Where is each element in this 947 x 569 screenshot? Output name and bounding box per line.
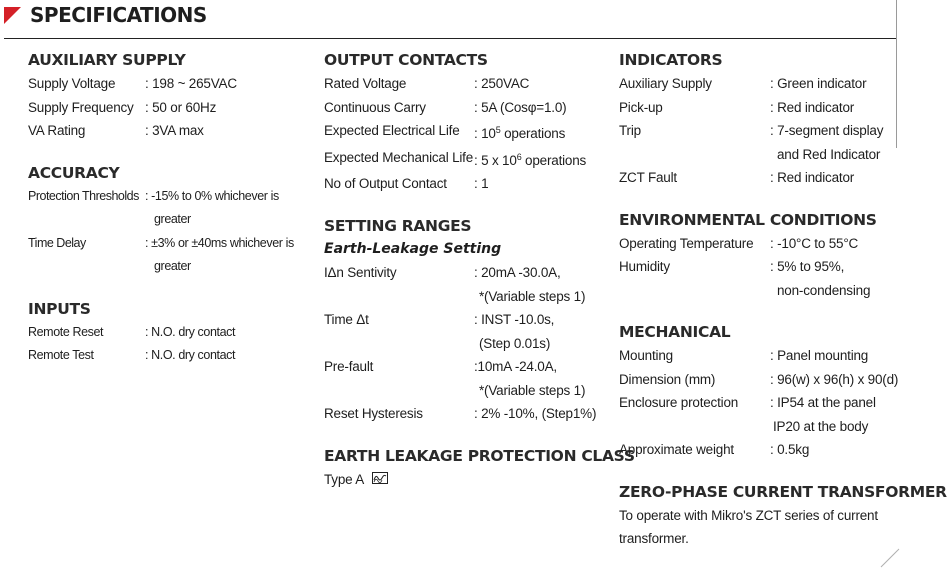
spec-label: Time Delay [28, 235, 86, 250]
spec-row [619, 232, 897, 256]
spec-label: Time Δt [324, 312, 369, 327]
spec-value: : 5A (Cosφ=1.0) [474, 99, 567, 115]
zct-heading: ZERO-PHASE CURRENT TRANSFORMER [619, 482, 947, 501]
spec-label: Continuous Carry [324, 99, 426, 115]
spec-row [619, 96, 897, 120]
spec-row [619, 344, 897, 368]
spec-label: Pre-fault [324, 359, 374, 374]
spec-value: : N.O. dry contact [145, 324, 236, 339]
spec-value: : N.O. dry contact [145, 348, 236, 362]
spec-value: : 250VAC [474, 76, 530, 91]
indicators-heading: INDICATORS [619, 51, 723, 69]
spec-row [619, 72, 897, 96]
spec-row [28, 72, 308, 96]
spec-value: : -10°C to 55°C [770, 235, 859, 251]
spec-value: : IP54 at the panel IP20 at the body [770, 395, 876, 434]
spec-label: No of Output Contact [324, 176, 447, 191]
mechanical-heading: MECHANICAL [619, 323, 731, 341]
spec-label: Pick-up [619, 99, 663, 115]
spec-label: Rated Voltage [324, 76, 407, 91]
spec-label: Enclosure protection [619, 395, 739, 410]
spec-label: Reset Hysteresis [324, 406, 423, 421]
spec-row [324, 96, 604, 120]
spec-value: : 0.5kg [770, 442, 810, 457]
inputs-heading: INPUTS [28, 299, 91, 318]
auxiliary-supply-heading: AUXILIARY SUPPLY [28, 51, 186, 69]
accuracy-heading: ACCURACY [28, 163, 120, 182]
spec-label: ZCT Fault [619, 170, 677, 185]
spec-value: : 1 [474, 176, 489, 191]
ac-wave-icon [372, 468, 388, 492]
spec-row [619, 119, 897, 166]
column-left [28, 48, 308, 368]
spec-row [324, 261, 604, 308]
spec-row [324, 468, 604, 492]
spec-label: Dimension (mm) [619, 371, 716, 387]
spec-row [619, 438, 897, 462]
spec-row [324, 119, 604, 146]
spec-value: : 198 ~ 265VAC [145, 76, 237, 91]
spec-label: Supply Voltage [28, 76, 116, 91]
environmental-heading: ENVIRONMENTAL CONDITIONS [619, 210, 877, 229]
spec-label: Protection Thresholds [28, 188, 139, 203]
spec-row [619, 166, 897, 190]
spec-value: :10mA -24.0A, *(Variable steps 1) [474, 359, 586, 398]
spec-label: Mounting [619, 348, 673, 363]
spec-row [619, 391, 897, 438]
spec-row [28, 119, 308, 143]
spec-label: IΔn Sentivity [324, 265, 397, 280]
spec-value: : 3VA max [145, 123, 204, 138]
spec-label: Remote Test [28, 348, 94, 362]
output-contacts-heading: OUTPUT CONTACTS [324, 51, 488, 69]
spec-row [324, 146, 604, 173]
spec-value: : -15% to 0% whichever is greater [145, 188, 279, 226]
setting-ranges-heading: SETTING RANGES [324, 216, 472, 235]
corner-line-decoration [879, 547, 901, 569]
column-right [619, 48, 947, 551]
spec-label: Humidity [619, 259, 670, 274]
type-value: Type A [324, 471, 365, 487]
spec-value: : ±3% or ±40ms whichever is greater [145, 235, 294, 273]
spec-label: Operating Temperature [619, 235, 754, 251]
spec-label: Remote Reset [28, 324, 104, 339]
title-bar [4, 2, 207, 28]
earth-leakage-class-heading: EARTH LEAKAGE PROTECTION CLASS [324, 446, 635, 465]
spec-label: Expected Mechanical Life [324, 149, 474, 165]
spec-value: : 2% -10%, (Step1%) [474, 406, 597, 421]
earth-leakage-setting-subheading: Earth-Leakage Setting [324, 240, 502, 257]
spec-value: : INST -10.0s, (Step 0.01s) [474, 312, 555, 351]
red-triangle-marker [4, 7, 21, 24]
spec-row [324, 402, 604, 426]
spec-value: : 96(w) x 96(h) x 90(d) [770, 371, 899, 387]
spec-value: : Red indicator [770, 170, 855, 185]
spec-value: : 20mA -30.0A, *(Variable steps 1) [474, 265, 586, 304]
spec-row [28, 232, 308, 279]
title-divider [4, 38, 897, 39]
spec-label: Expected Electrical Life [324, 123, 460, 138]
spec-label: Trip [619, 123, 641, 138]
spec-row [324, 308, 604, 355]
spec-label: VA Rating [28, 123, 86, 138]
spec-value: : Red indicator [770, 99, 855, 115]
spec-value: : 50 or 60Hz [145, 99, 217, 115]
spec-label: Auxiliary Supply [619, 76, 712, 91]
spec-row [28, 344, 308, 368]
spec-label: Approximate weight [619, 442, 734, 457]
spec-value: : 5 x $10^6$ operations [474, 151, 587, 168]
spec-row [324, 355, 604, 402]
page-title: SPECIFICATIONS [30, 3, 207, 27]
spec-row [324, 172, 604, 196]
zct-description: To operate with Mikro's ZCT series of current transformer. [619, 507, 878, 546]
spec-row [324, 72, 604, 96]
spec-row [619, 368, 897, 392]
spec-value: : Panel mounting [770, 348, 869, 363]
spec-value: : $10^5$ operations [474, 125, 566, 141]
spec-row [28, 321, 308, 345]
spec-label: Supply Frequency [28, 99, 134, 115]
spec-value: : 7-segment display and Red Indicator [770, 123, 884, 162]
spec-value: : 5% to 95%, non-condensing [770, 259, 871, 298]
spec-value: : Green indicator [770, 76, 867, 91]
spec-row [619, 255, 897, 302]
spec-row [28, 96, 308, 120]
spec-row [28, 185, 308, 232]
